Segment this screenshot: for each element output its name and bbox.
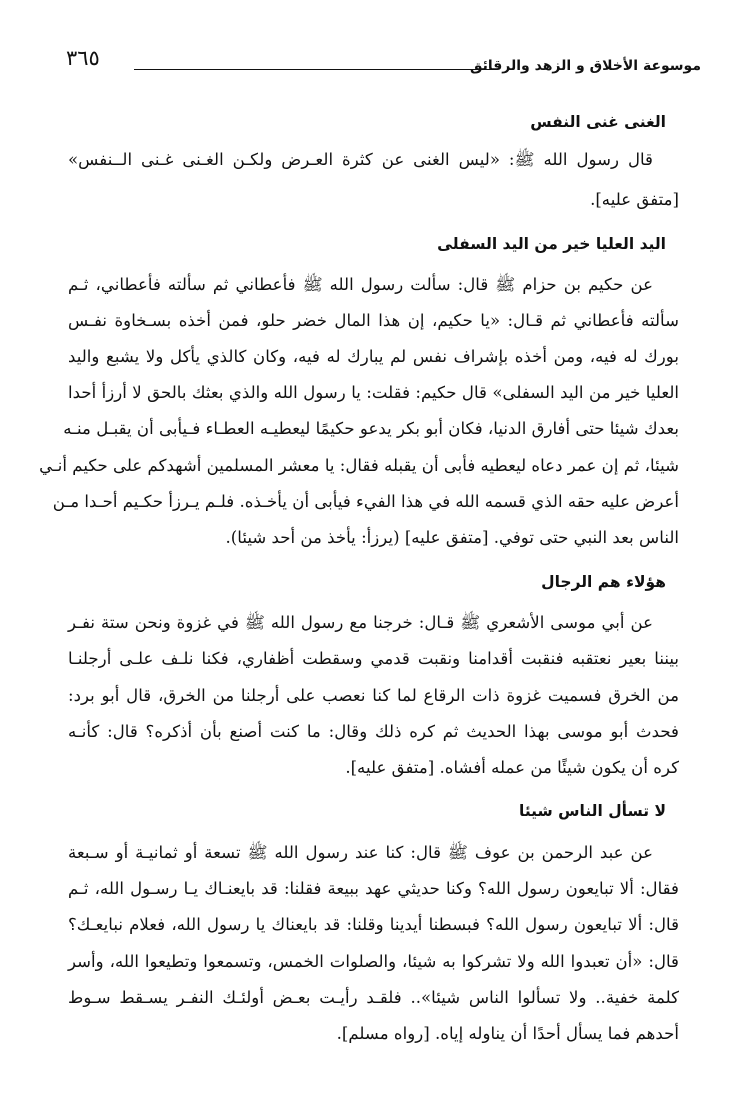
text-line: الناس بعد النبي حتى توفي. [متفق عليه] (يرزأ: يأخذ من أحد شيئا).	[225, 528, 679, 547]
text-line: كلمة خفية.. ولا تسألوا الناس شيئا».. فلقـد رأيـت بعـض أولئـك النفـر يسـقط سـوط	[68, 988, 679, 1007]
text-line: عن عبد الرحمن بن عوف ﷺ قال: كنا عند رسول الله ﷺ تسعة أو ثمانيـة أو سـبعة	[68, 843, 653, 862]
text-line: بورك له فيه، ومن أخذه بإشراف نفس لم يبارك له فيه، وكان كالذي يأكل ولا يشبع واليد	[68, 347, 679, 366]
section-heading: الغنى غنى النفس	[530, 113, 666, 131]
text-line: شيئا، ثم إن عمر دعاه ليعطيه فأبى أن يقبله فقال: يا معشر المسلمين أشهدكم على حكيم أنـي	[39, 456, 679, 475]
text-line: كره أن يكون شيئًا من عمله أفشاه. [متفق عليه].	[345, 758, 679, 777]
text-line: عن حكيم بن حزام ﷺ قال: سألت رسول الله ﷺ فأعطاني ثم سألته فأعطاني، ثـم	[68, 275, 653, 294]
text-line: أحدهم فما يسأل أحدًا أن يناوله إياه. [رواه مسلم].	[336, 1024, 679, 1043]
text-line: سألته فأعطاني ثم قـال: «يا حكيم، إن هذا المال خضر حلو، فمن أخذه بسـخاوة نفـس	[68, 311, 679, 330]
page-number: ٣٦٥	[66, 46, 100, 70]
text-line: من الخرق فسميت غزوة ذات الرقاع لما كنا نعصب على أرجلنا من الخرق، قال أبو برد:	[68, 686, 679, 705]
text-line: [متفق عليه].	[590, 190, 679, 209]
running-header	[66, 44, 701, 80]
text-line: قال رسول الله ﷺ: «ليس الغنى عن كثرة العـرض ولكـن الغـنى غـنى الــنفس»	[68, 150, 653, 169]
text-line: بعدك شيئا حتى أفارق الدنيا، فكان أبو بكر يدعو حكيمًا ليعطيـه العطـاء فـيأبى أن يقبـل منـه	[63, 419, 679, 438]
text-line: العليا خير من اليد السفلى» قال حكيم: فقلت: يا رسول الله والذي بعثك بالحق لا أرزأ أحدا	[68, 383, 679, 402]
text-line: بيننا بعير نعتقبه فنقبت أقدامنا ونقبت قدمي وسقطت أظفاري، فكنا نلـف علـى أرجلنـا	[68, 649, 679, 668]
text-line: عن أبي موسى الأشعري ﷺ قـال: خرجنا مع رسول الله ﷺ في غزوة ونحن ستة نفـر	[68, 613, 653, 632]
section-heading: هؤلاء هم الرجال	[541, 573, 666, 591]
header-rule	[134, 69, 491, 70]
text-line: قال: «أن تعبدوا الله ولا تشركوا به شيئا، والصلوات الخمس، وتسمعوا وتطيعوا الله، وأسر	[68, 952, 679, 971]
section-heading: اليد العليا خير من اليد السفلى	[437, 235, 666, 253]
running-title: موسوعة الأخلاق و الزهد والرقائق	[469, 58, 701, 74]
text-line: قال: ألا تبايعون رسول الله؟ فبسطنا أيدينا وقلنا: قد بايعناك يا رسول الله، فعلام نبايعـك؟	[68, 915, 679, 934]
text-line: فقال: ألا تبايعون رسول الله؟ وكنا حديثي عهد ببيعة فقلنا: قد بايعنـاك يـا رسـول الله، ثـم	[68, 879, 679, 898]
section-heading: لا تسأل الناس شيئا	[519, 802, 666, 820]
text-line: فحدث أبو موسى بهذا الحديث ثم كره ذلك وقال: ما كنت أصنع بأن أذكره؟ قال: كأنـه	[68, 722, 679, 741]
text-line: أعرض عليه حقه الذي قسمه الله في هذا الفيء فيأبى أن يأخـذه. فلـم يـرزأ حكـيم أحـدا مـن	[52, 492, 679, 511]
